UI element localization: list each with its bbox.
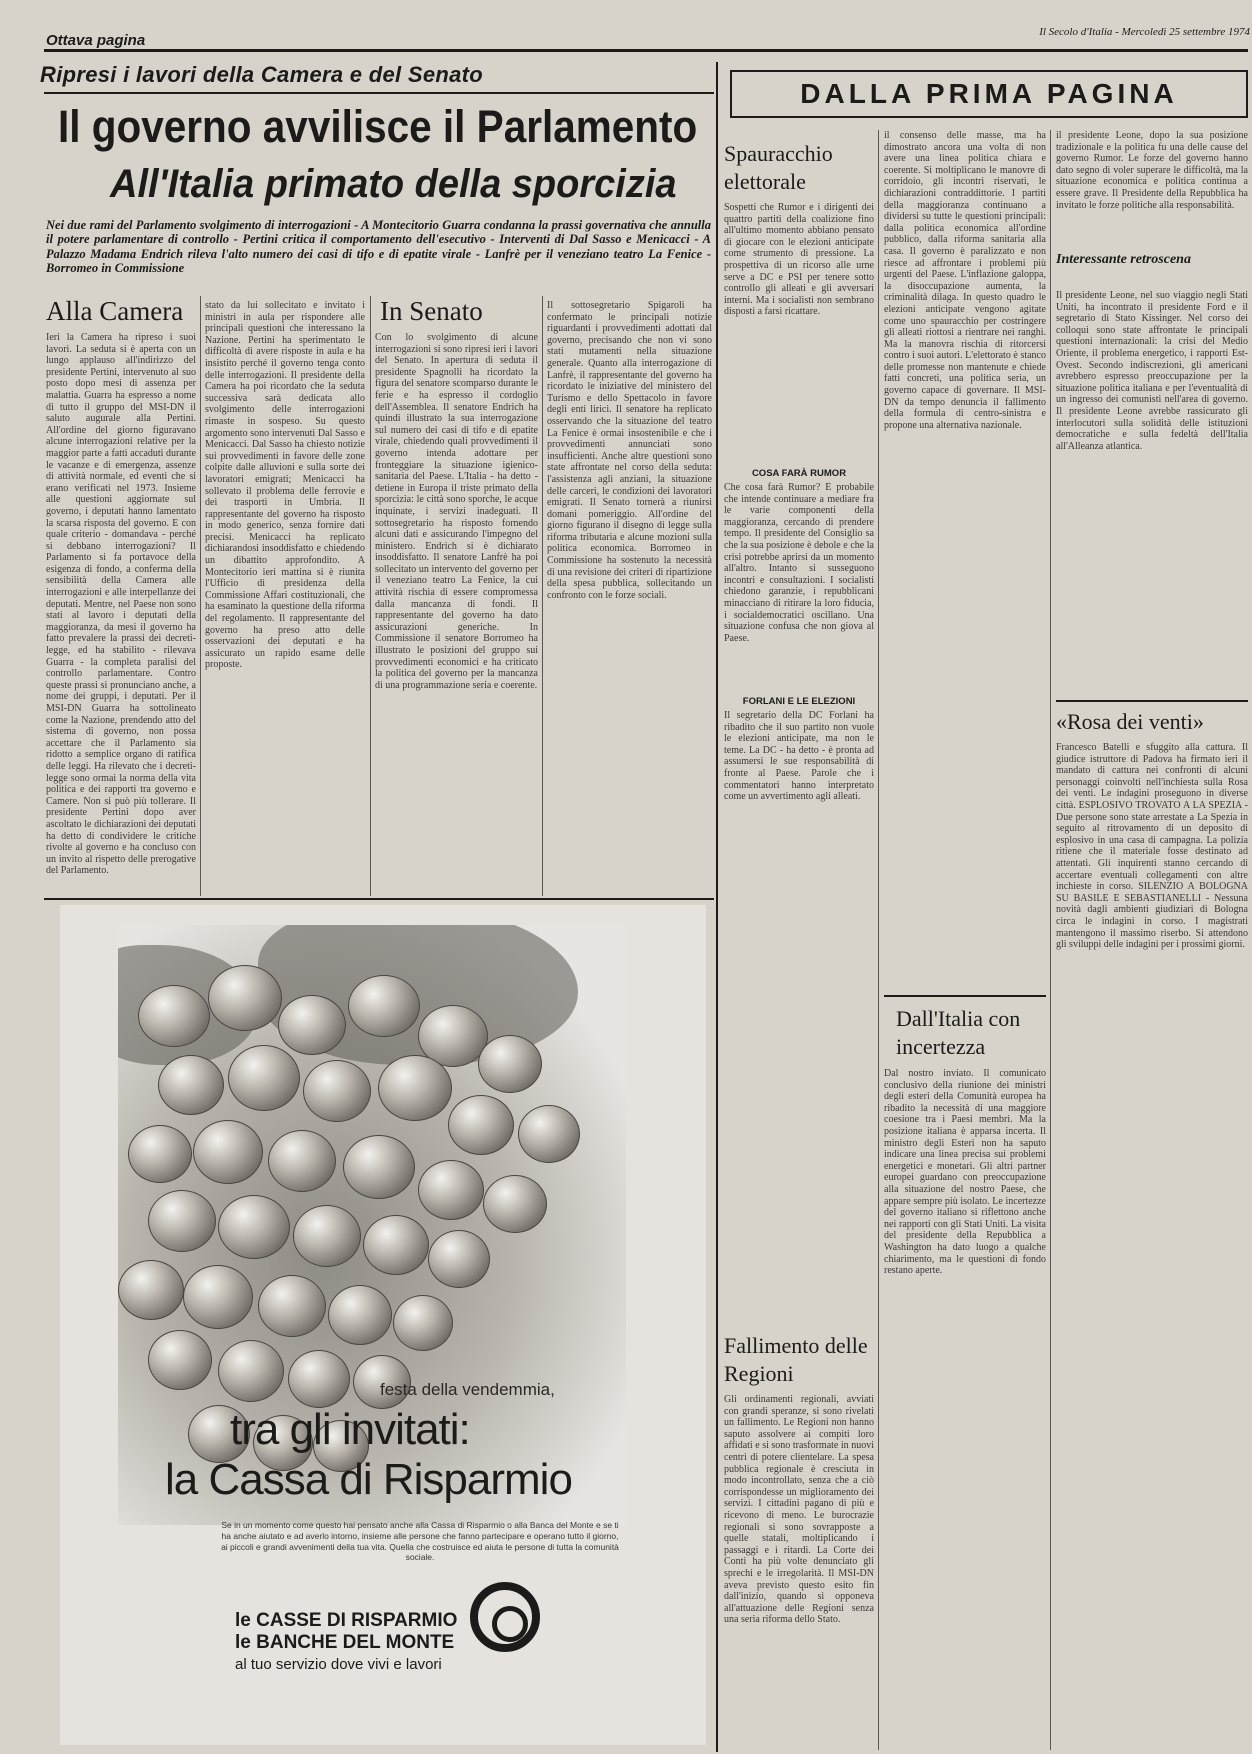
- fallimento-text: Gli ordinamenti regionali, avviati con grandi speranze, si sono rivelati un fallimento. Le Regioni non hanno saputo assolvere ai compiti loro affidati e si sono trasformate in nuovi centri di potere clientelare. La spesa pubblica regionale è cresciuta in modo incontrollato, senza che a ciò corrispondesse un miglioramento dei servizi. I cittadini pagano di più e ricevono di meno. Le burocrazie regionali si sono sovrapposte a quelle statali, moltiplicando i passaggi e i ritardi. La Corte dei Conti ha più volte denunciato gli sprechi e le irregolarità. Il MSI-DN aveva previsto questo esito fin dall'inizio, quando si opponeva all'attuazione delle Regioni senza una seria riforma dello Stato.: [724, 1394, 874, 1626]
- grape: [128, 1125, 192, 1183]
- grape: [293, 1205, 361, 1267]
- ad-headline-1: tra gli invitati:: [230, 1405, 470, 1454]
- grape: [118, 1260, 184, 1320]
- camera-title: Alla Camera: [46, 296, 184, 326]
- interessante-text: Il presidente Leone, nel suo viaggio negli Stati Uniti, ha incontrato il presidente Ford e il segretario di Stato Kissinger. Nel corso dei colloqui sono state affrontate le principali questioni internazionali: la crisi del Medio Oriente, il problema energetico, i rapporti Est-Ovest. Secondo indiscrezioni, gli americani avrebbero espresso preoccupazione per la situazione politica italiana e per l'eventualità di un ingresso dei comunisti nell'area di governo. Il presidente Leone avrebbe rassicurato gli interlocutori sulla solidità delle istituzioni democratiche e sulla fedeltà dell'Italia all'Alleanza atlantica.: [1056, 290, 1248, 452]
- summary: Nei due rami del Parlamento svolgimento di interrogazioni - A Montecitorio Guarra condanna la prassi governativa che annulla il potere parlamentare di controllo - Pertini critica il comportamento dell'esecutivo - Interventi di Dal Sasso e Menicacci - A Palazzo Madama Endrich rileva l'alto numero dei casi di tifo e di epatite virale - Lanfrè per il veneziano teatro La Fenice - Borromeo in Commissione: [46, 218, 711, 276]
- grape: [348, 975, 420, 1037]
- italia-title: Dall'Italia con incertezza: [896, 1006, 1021, 1059]
- rosa-text: Francesco Batelli e sfuggito alla cattura. Il giudice istruttore di Padova ha firmato ieri il mandato di cattura nei confronti di alcuni personaggi coinvolti nell'inchiesta sulla Rosa dei venti. Le indagini proseguono in diverse città. ESPLOSIVO TROVATO A LA SPEZIA - Due persone sono state arrestate a La Spezia in seguito al ritrovamento di un deposito di esplosivo in una casa di campagna. La polizia ritiene che il materiale fosse destinato ad attentati. Gli inquirenti stanno cercando di accertare eventuali collegamenti con altre inchieste in corso. SILENZIO A BOLOGNA SU BASILE E SEBASTIANELLI - Nessuna novità dagli ambienti giudiziari di Bologna circa le indagini in corso. I magistrati mantengono il massimo riserbo. Si attendono gli sviluppi delle indagini per i prossimi giorni.: [1056, 742, 1248, 951]
- ad-slogan: al tuo servizio dove vivi e lavori: [235, 1656, 442, 1673]
- grape: [378, 1055, 452, 1121]
- grape: [193, 1120, 263, 1184]
- forlani-text: Il segretario della DC Forlani ha ribadito che il suo partito non vuole le elezioni anticipate, ma non le teme. La DC - ha detto - è pronta ad assumersi le sue responsabilità di fronte al Paese. Parole che i commentatori hanno interpretato come un avvertimento agli alleati.: [724, 710, 874, 803]
- interessante-title: Interessante retroscena: [1056, 252, 1191, 267]
- rosa-title: «Rosa dei venti»: [1056, 709, 1204, 734]
- grape: [428, 1230, 490, 1288]
- article-rule: [884, 995, 1046, 997]
- subheadline: All'Italia primato della sporcizia: [110, 162, 677, 206]
- grape: [343, 1135, 415, 1199]
- column-divider: [542, 296, 543, 896]
- section-divider: [716, 62, 718, 1752]
- ad-brand-line-2: le BANCHE DEL MONTE: [235, 1632, 455, 1653]
- senato-title: In Senato: [380, 296, 483, 326]
- banner-title: DALLA PRIMA PAGINA: [800, 78, 1178, 109]
- camera-column-1: Ieri la Camera ha ripreso i suoi lavori. La seduta si è aperta con un lungo applauso all'indirizzo del presidente Pertini, intervenuto al suo posto dopo mesi di assenza per malattia. Guarra ha espresso a nome di tutto il gruppo del MSI-DN il saluto augurale alla Pertini. All'ordine del giorno figuravano alcune interrogazioni relative per la maggior parte a fatti accaduti durante le vacanze e di emergenza, assenze di attività normale, ed eventi che si erano verificati nel 1973. Insieme alle questioni aggiornate sul governo, i deputati hanno lamentato la scarsa risposta del governo. E con quale criterio - domandava - perché si debbano interrogazioni? Il Parlamento si fa portavoce della esigenza di fondo, a conferma della sensibilità della Camera alle interrogazioni e alle interpellanze dei deputati. Mentre, nel Paese non sono stati al lavoro i deputati della maggioranza, da mesi il governo ha fatto prevalere la prassi dei decreti-legge, ed ha stabilito - rilevava Guarra - la completa paralisi del controllo parlamentare. Contro queste prassi si pronunciano anche, a nome dei gruppi, i deputati. Per il MSI-DN Guarra ha sottolineato come la Nazione, prendendo atto del sistema di governo, non possa accettare che il Parlamento sia ridotto a semplice organo di ratifica delle leggi. Ha rilevato che i decreti-legge sono ormai la norma della vita politica e dei rapporti tra governo e Camere. Non si può più tollerare. Il presidente Pertini dopo aver ascoltato le dichiarazioni dei deputati ha detto di condividere le critiche rivolte al governo e ha concluso con un invito al rispetto delle prerogative del Parlamento.: [46, 332, 196, 877]
- grape: [208, 965, 282, 1031]
- grape: [518, 1105, 580, 1163]
- grape: [268, 1130, 336, 1192]
- prima-pagina-continued: il presidente Leone, dopo la sua posizione tradizionale e la politica fu una delle cause del governo Rumor. Le forze del governo hanno dato segno di voler superare le difficoltà, ma la situazione economica e politica continua a essere grave. Il Presidente della Repubblica ha invitato le forze politiche alla responsabilità.: [1056, 130, 1248, 211]
- ad-body: Se in un momento come questo hai pensato anche alla Cassa di Risparmio o alla Banca del Monte e se ti ha anche aiutato e ad averlo intorno, insieme alle persone che fanno partecipare e operano tutto il giorno, ai piccoli e grandi avvenimenti della tua vita. Quella che costruisce ed aiuta le persone di tutta la comunità sociale.: [221, 1520, 619, 1563]
- cosa-fara-text: Che cosa farà Rumor? È probabile che intende continuare a mediare fra le varie componenti della maggioranza, cercando di prendere tempo. Il presidente del Consiglio sa che la sua posizione è debole e che la crisi potrebbe aprirsi da un momento all'altro. Intanto si susseguono incontri e consultazioni. I socialisti chiedono garanzie, i repubblicani minacciano di ritirare la loro fiducia, i socialdemocratici oscillano. Una situazione confusa che non giova al Paese.: [724, 482, 874, 644]
- article-rule: [1056, 700, 1248, 702]
- grape: [278, 995, 346, 1055]
- grape: [328, 1285, 392, 1345]
- masthead-rule: [44, 49, 1248, 52]
- camera-column-2: stato da lui sollecitato e invitato i ministri in aula per rispondere alle principali questioni che interessano la Nazione. Pertini ha sperimentato le difficoltà di avere risposte in aula e ha insistito perché il governo tenga conto delle interrogazioni. Il presidente della Camera ha poi ricordato che la seduta successiva sarà dedicata allo svolgimento delle interrogazioni rimaste in sospeso. Su questo argomento sono intervenuti Dal Sasso e Menicacci. Dal Sasso ha chiesto notizie sui provvedimenti in favore delle zone colpite dalle alluvioni e sulla sorte dei lavoratori emigrati; Menicacci ha sollevato il problema delle ferrovie e dei trasporti in Umbria. Il rappresentante del governo ha risposto in modo generico, senza fornire dati precisi. Menicacci ha replicato dichiarandosi insoddisfatto e chiedendo un dibattito approfondito. A Montecitorio ieri mattina si è riunita l'Ufficio di presidenza della Commissione Affari costituzionali, che ha esaminato la questione della riforma del regolamento. Il rappresentante del governo ha preso atto delle osservazioni dei deputati e ha assicurato un rapido esame delle proposte.: [205, 300, 365, 671]
- spauracchio-text: Sospetti che Rumor e i dirigenti dei quattro partiti della coalizione fino all'ultimo momento abbiano pensato di giocare con le elezioni anticipate come strumento di pressione. La prospettiva di un ricorso alle urne serve a DC e PSI per tenere sotto controllo gli alleati e gli avversari interni. Ma i socialisti non sembrano disposti a farsi ricattare.: [724, 202, 874, 318]
- grape: [148, 1330, 212, 1390]
- grape: [138, 985, 210, 1047]
- ad-brand-line-1: le CASSE DI RISPARMIO: [235, 1610, 458, 1631]
- column-divider: [878, 130, 879, 1750]
- italia-text: Dal nostro inviato. Il comunicato conclusivo della riunione dei ministri degli esteri della Comunità europea ha ribadito la necessità di una maggiore coesione tra i Paesi membri. Ma la posizione italiana è apparsa incerta. Il ministro degli Esteri non ha saputo indicare una linea precisa sui problemi energetici e monetari. Gli altri partner europei guardano con preoccupazione alla situazione del nostro Paese, che appare sempre più isolato. Le incertezze del governo italiano si riflettono anche nei rapporti con gli Stati Uniti. La visita del presidente della Repubblica a Washington ha dato luogo a qualche chiarimento, ma le questioni di fondo restano aperte.: [884, 1068, 1046, 1277]
- grape: [158, 1055, 224, 1115]
- publication-date: Il Secolo d'Italia - Mercoledì 25 settembre 1974: [1039, 26, 1250, 38]
- headline: Il governo avvilisce il Parlamento: [58, 101, 698, 152]
- fallimento-title: Fallimento delle Regioni: [724, 1333, 868, 1386]
- ad-headline-2: la Cassa di Risparmio: [165, 1455, 572, 1504]
- column-divider: [200, 296, 201, 896]
- column-divider: [370, 296, 371, 896]
- senato-column-1: Con lo svolgimento di alcune interrogazioni si sono ripresi ieri i lavori del Senato. In apertura di seduta il presidente Spagnolli ha ricordato la figura del senatore scomparso durante le ferie e ha espresso il cordoglio dell'Assemblea. Il senatore Endrich ha quindi illustrato la sua interrogazione sul numero dei casi di tifo e di epatite virale, chiedendo quali provvedimenti il governo intenda adottare per fronteggiare la situazione igienico-sanitaria del Paese. L'Italia - ha detto - detiene in Europa il triste primato della sporcizia: le città sono sporche, le acque inquinate, i servizi inadeguati. Il sottosegretario ha risposto fornendo alcuni dati e assicurando l'impegno del ministero. Endrich si è dichiarato insoddisfatto. Il senatore Lanfrè ha poi sollecitato un intervento del governo per il veneziano teatro La Fenice, la cui attività rischia di essere compromessa dalla mancanza di fondi. Il rappresentante del governo ha dato assicurazioni generiche. In Commissione il senatore Borromeo ha illustrato le posizioni del gruppo sui provvedimenti economici e ha criticato la politica del governo per la mancanza di una programmazione seria e coerente.: [375, 332, 538, 691]
- spauracchio-title: Spauracchio elettorale: [724, 141, 833, 194]
- kicker: Ripresi i lavori della Camera e del Senato: [40, 62, 483, 87]
- ad-tagline: festa della vendemmia,: [380, 1380, 555, 1399]
- grape: [228, 1045, 300, 1111]
- grape: [218, 1195, 290, 1259]
- spauracchio-continued: il consenso delle masse, ma ha dimostrato ancora una volta di non avere una linea politica chiara e coerente. Si moltiplicano le manovre di corridoio, gli incontri riservati, le dichiarazioni contraddittorie. I partiti della maggioranza continuano a dividersi su tutte le questioni principali: dalla politica economica all'ordine pubblico, dalla riforma sanitaria alla casa. Il governo è paralizzato e non riesce ad affrontare i problemi più urgenti del Paese. L'inflazione galoppa, la disoccupazione aumenta, la criminalità dilaga. In questo quadro le elezioni anticipate vengono agitate come uno spauracchio per costringere gli alleati riottosi a rientrare nei ranghi. Ma la manovra rischia di ritorcersi contro i suoi autori. L'elettorato è stanco delle promesse non mantenute e chiede fatti concreti, una politica seria, un governo capace di governare. Il MSI-DN da tempo denuncia il fallimento della formula di centro-sinistra e propone una alternativa nazionale.: [884, 130, 1046, 431]
- grape: [448, 1095, 514, 1155]
- grape: [218, 1340, 284, 1402]
- grape: [183, 1265, 253, 1329]
- section-label: Ottava pagina: [46, 32, 146, 49]
- grape: [258, 1275, 326, 1337]
- grape: [288, 1350, 350, 1408]
- kicker-rule: [44, 92, 714, 94]
- column-divider: [1050, 130, 1051, 1750]
- article-bottom-rule: [44, 898, 714, 900]
- grape: [303, 1060, 371, 1122]
- grape: [478, 1035, 542, 1093]
- forlani-subhead: FORLANI E LE ELEZIONI: [742, 696, 856, 707]
- grape: [363, 1215, 429, 1275]
- grape: [418, 1160, 484, 1220]
- grape: [483, 1175, 547, 1233]
- senato-column-2: Il sottosegretario Spigaroli ha confermato le principali notizie riguardanti i provvedimenti adottati dal governo, precisando che non vi sono stati mutamenti nella situazione generale. Quanto alla interrogazione di Lanfrè, il rappresentante del governo ha ricordato le iniziative del ministero del Turismo e dello Spettacolo in favore degli enti lirici. Il senatore ha replicato osservando che la situazione del teatro La Fenice è ormai insostenibile e che i provvedimenti annunciati sono insufficienti. Anche altre questioni sono state affrontate nel corso della seduta: l'assistenza agli anziani, la situazione delle carceri, le condizioni dei lavoratori emigrati. Il Senato tornerà a riunirsi domani pomeriggio. All'ordine del giorno figurano il disegno di legge sulla riforma tributaria e alcune mozioni sulla politica economica. Borromeo in Commissione ha sostenuto la necessità di una revisione dei criteri di ripartizione della spesa pubblica, sollecitando un confronto con le forze sociali.: [547, 300, 712, 601]
- cosa-fara-subhead: COSA FARÀ RUMOR: [751, 468, 847, 479]
- grape: [148, 1190, 216, 1252]
- grape: [393, 1295, 453, 1351]
